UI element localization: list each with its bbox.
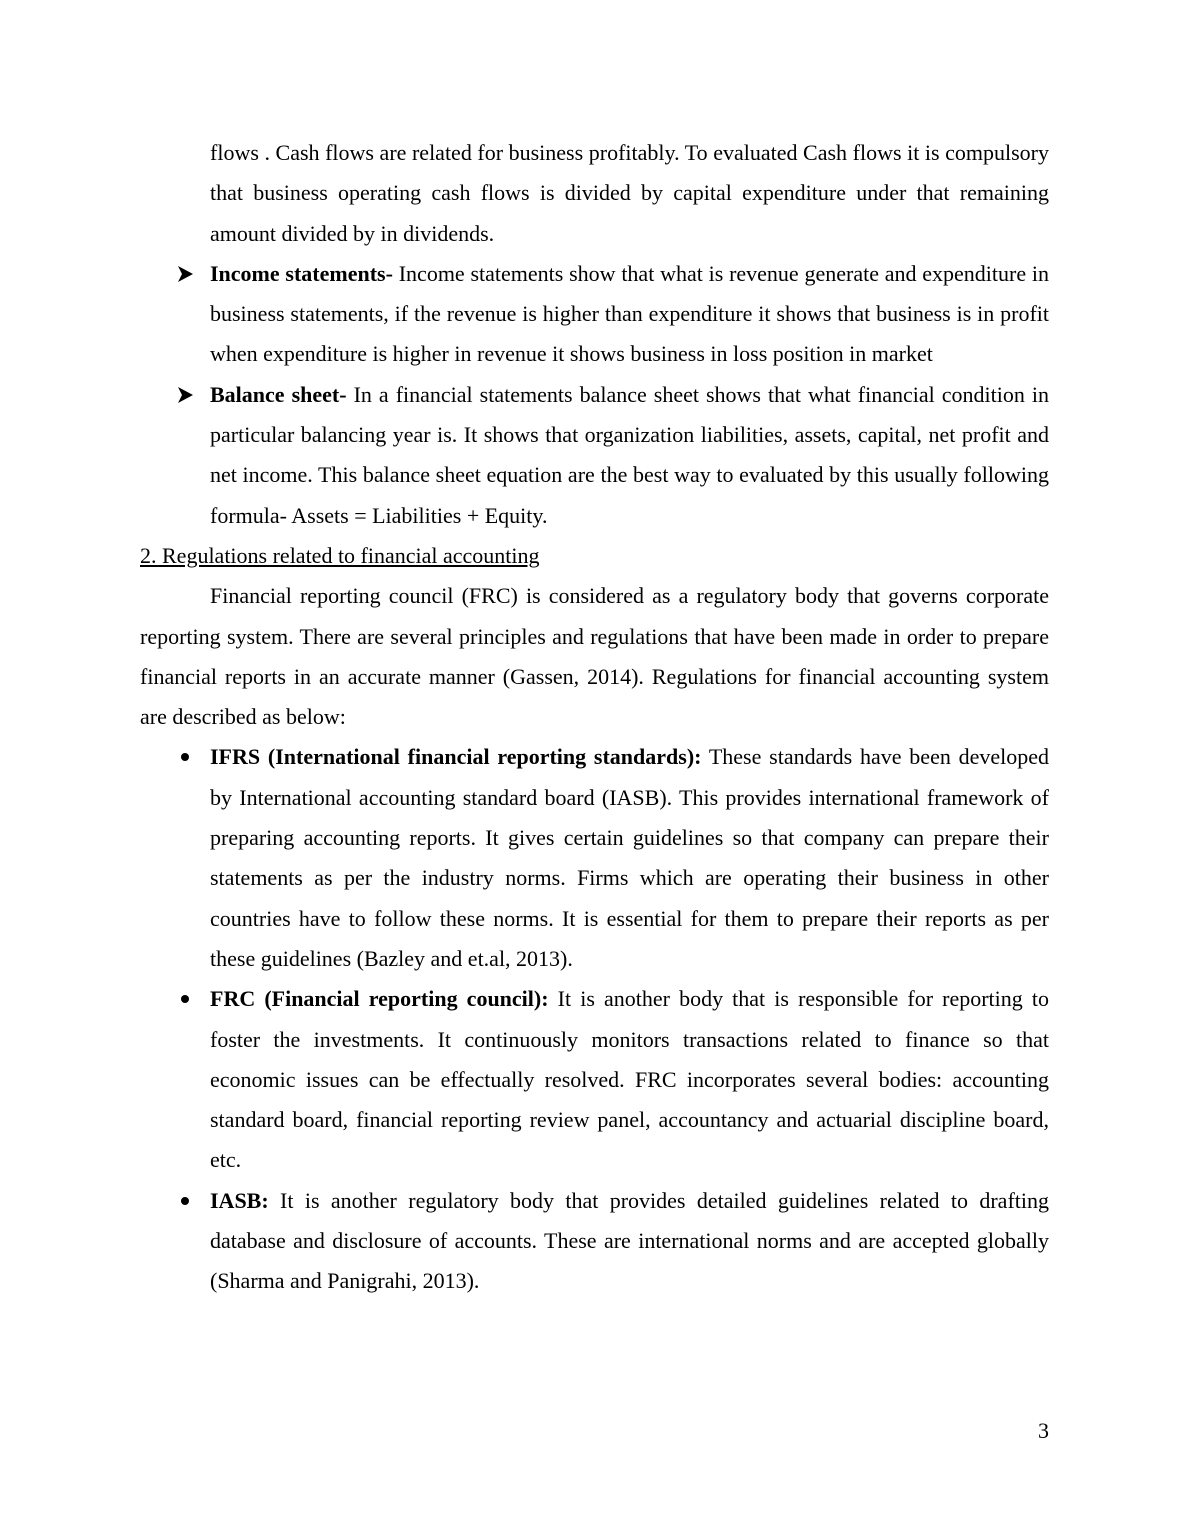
list-item-text: In a financial statements balance sheet shows that what financial condition in particular balancing year is. It shows that organization liabilities, assets, capital, net profit and net income. This balance sheet equation are the best way to evaluated by this usually following formula- Assets = Liabilities + Equity. <box>210 381 1050 528</box>
intro-paragraph: Financial reporting council (FRC) is considered as a regulatory body that governs corporate reporting system. There are several principles and regulations that have been made in order to prepare financial reports in an accurate manner (Gassen, 2014). Regulations for financial accounting system are described as below: <box>140 583 1049 730</box>
bullet-list-item <box>140 737 1049 979</box>
bullet-list-item <box>140 1181 1049 1302</box>
list-item-term: FRC (Financial reporting council): <box>210 986 549 1012</box>
section-heading: 2. Regulations related to financial accounting <box>140 542 540 568</box>
arrow-list-item <box>140 254 1049 375</box>
list-item-term: IASB: <box>210 1187 269 1213</box>
arrow-bullet-icon-shape <box>176 386 194 404</box>
continued-paragraph: flows . Cash flows are related for business profitably. To evaluated Cash flows it is compulsory that business operating cash flows is divided by capital expenditure under that remaining amount divided by in dividends. <box>210 140 1049 246</box>
list-item-text: Income statements show that what is revenue generate and expenditure in business statements, if the revenue is higher than expenditure it shows that business is in profit when expenditure is higher in revenue it shows business in loss position in market <box>210 260 1049 367</box>
list-item-term: Income statements- <box>210 260 393 286</box>
page-content <box>140 133 1049 1302</box>
list-item-term: IFRS (International financial reporting standards): <box>210 744 702 770</box>
list-item-text: It is another body that is responsible for reporting to foster the investments. It continuously monitors transactions related to finance so that economic issues can be effectually resolved. FRC incorporates several bodies: accounting standard board, financial reporting review panel, accountancy and actuarial discipline board, etc. <box>210 986 1049 1173</box>
arrow-bullet-icon <box>170 254 200 294</box>
bullet-list-item <box>140 979 1049 1180</box>
arrow-bullet-icon <box>170 375 200 415</box>
arrow-list-item <box>140 375 1049 536</box>
list-item-term: Balance sheet- <box>210 381 347 407</box>
dot-bullet-icon <box>170 979 200 1019</box>
list-item-text: These standards have been developed by International accounting standard board (IASB). This provides international framework of preparing accounting reports. It gives certain guidelines so that company can prepare their statements as per the industry norms. Firms which are operating their business in other countries have to follow these norms. It is essential for them to prepare their reports as per these guidelines (Bazley and et.al, 2013). <box>210 744 1050 971</box>
dot-bullet-icon <box>170 1181 200 1221</box>
arrow-bullet-icon-shape <box>176 265 194 283</box>
dot-bullet-icon <box>170 737 200 777</box>
list-item-text: It is another regulatory body that provides detailed guidelines related to drafting database and disclosure of accounts. These are international norms and are accepted globally (Sharma and Panigrahi, 2013). <box>210 1187 1049 1294</box>
page-number: 3 <box>1038 1418 1049 1443</box>
